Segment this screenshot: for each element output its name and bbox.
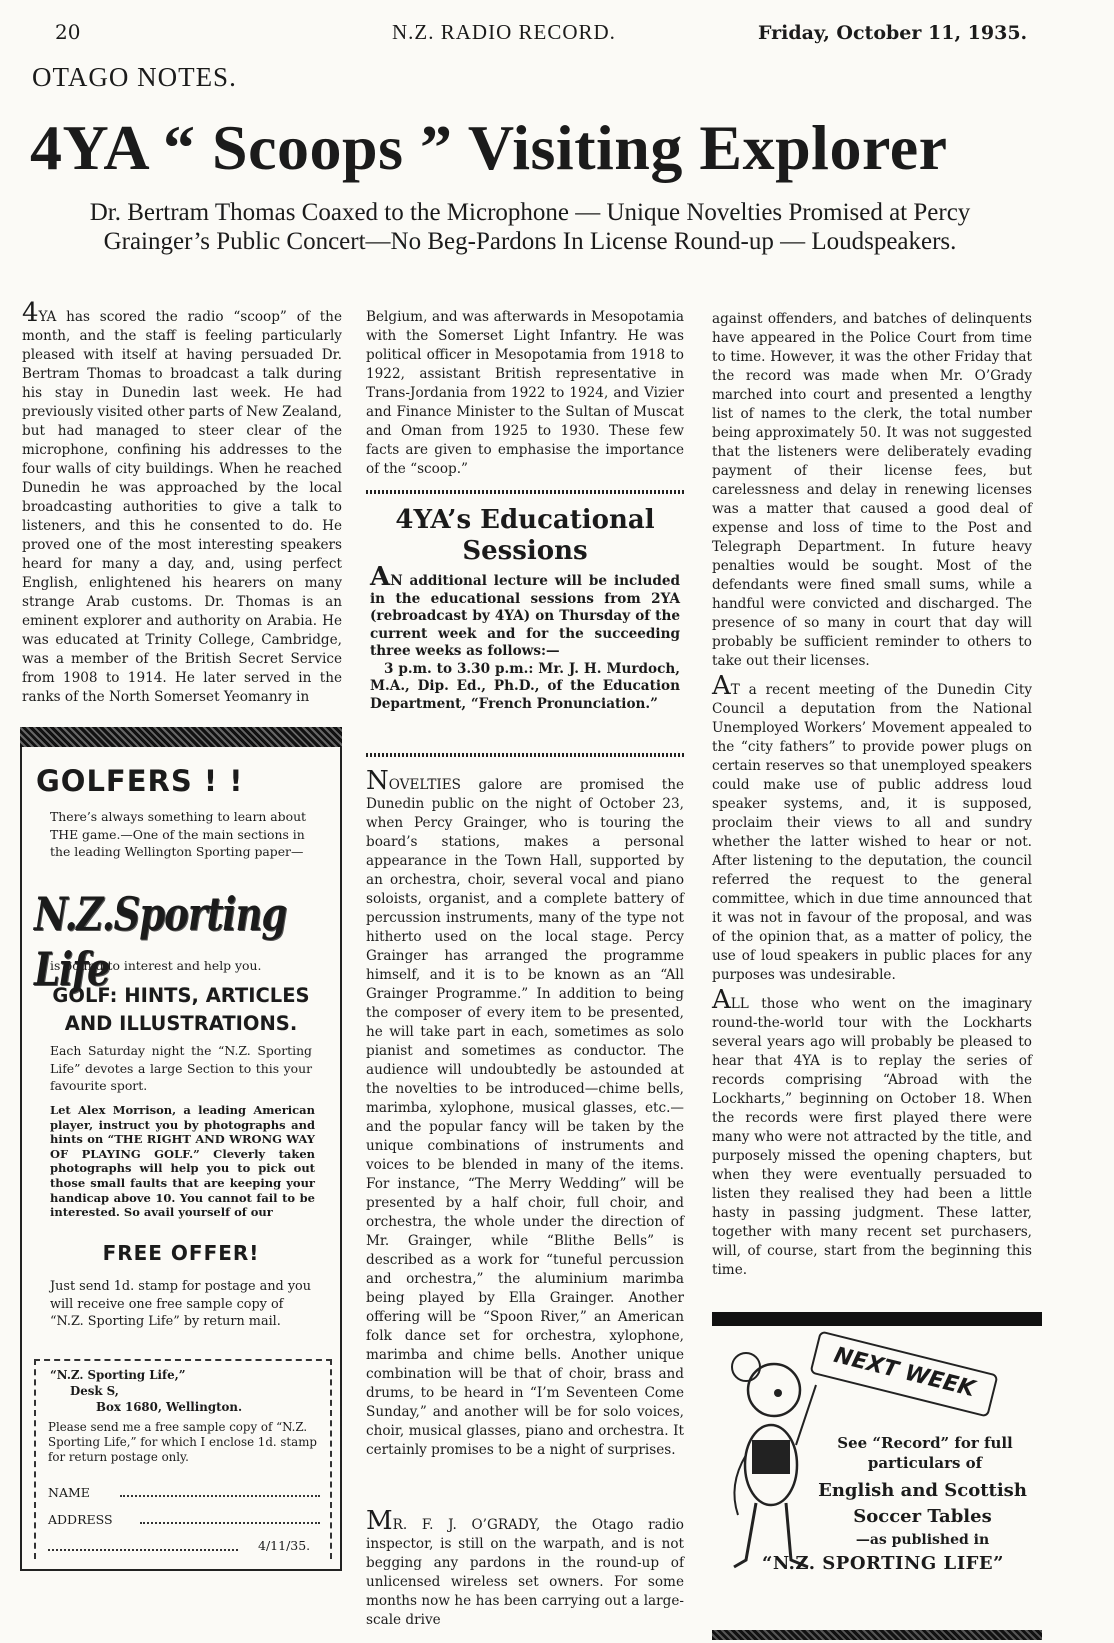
next-week-paper: “N.Z. SPORTING LIFE” [762, 1553, 1004, 1574]
coupon-box: Box 1680, Wellington. [96, 1400, 243, 1414]
ogrady-column [366, 1506, 684, 1630]
coupon-extra-line[interactable] [48, 1549, 238, 1551]
dropcap: 4 [22, 298, 39, 328]
ogrady-paragraph: R. F. J. O’GRADY, the Otago radio inspector, is still on the warpath, and is not begging any pardons in the round-up of unlicensed wireless set owners. For some months now he has been carrying out a large-scale drive [366, 1517, 684, 1628]
golfers-heading: GOLFERS ! ! [36, 764, 244, 798]
column-1-text [22, 298, 343, 707]
novelties-paragraph: OVELTIES galore are promised the Dunedin public on the night of October 23, when Percy Grainger, who is touring the board’s stations, makes a personal appearance in the Town Hall, supported by an orchestra, choir, several vocal and piano soloists, organist, and a complete battery of percussion instruments, many of the type not hitherto used on the local stage. Percy Grainger has arranged the programme himself, and it is to be known as an “All Grainger Programme.” In addition to being the composer of every item to be presented, he will take part in each, sometimes as solo pianist and sometimes as conductor. The audience will undoubtedly be astounded at the novelties to be introduced—chime bells, marimba, xylophone, musical glasses, etc.—and the popular fancy will be taken by the unique combinations of instruments and voices to be blended in many of the items. For instance, “The Merry Wedding” will be presented by a half choir, full choir, and orchestra, the whole under the direction of Mr. Grainger, while “Blithe Bells” is described as a work for “tuneful percussion and orchestra,” the aluminium marimba being played by Ella Grainger. Another offering will be “Spoon River,” an American folk dance set for orchestra, xylophone, marimba and chime bells. Another unique combination will be that of choir, brass and drums, to be heard in “I’m Seventeen Come Sunday,” and another will be for solo voices, choir, musical glasses, piano and orchestra. It certainly promises to be a night of surprises. [366, 777, 684, 1458]
ad-intro: There’s always something to learn about THE game.—One of the main sections in the leading Wellington Sporting paper— [50, 809, 307, 859]
next-week-see: See “Record” for full particulars of [837, 1434, 1013, 1472]
column-3-text [712, 310, 1032, 1280]
column-2-top [366, 308, 684, 479]
coupon-message: Please send me a free sample copy of “N.Z. Sporting Life,” for which I enclose 1d. stamp for return postage only. [48, 1420, 317, 1464]
dropcap: M [366, 1506, 393, 1536]
deck: Dr. Bertram Thomas Coaxed to the Microphone — Unique Novelties Promised at Percy Grainger’s Public Concert—No Beg-Pardons In License Round-up — Loudspeakers. [89, 199, 971, 255]
ad-hatched-band [20, 727, 342, 747]
dotted-rule [366, 753, 684, 757]
next-week-published: —as published in [855, 1532, 990, 1548]
coupon-address-field[interactable] [140, 1522, 320, 1524]
novelties-column [366, 766, 684, 1460]
education-body: N additional lecture will be included in the educational sessions from 2YA (rebroadcast by 4YA) on Thursday of the current week and for the succeeding three weeks as follows:— [370, 573, 680, 659]
issue-date: Friday, October 11, 1935. [758, 22, 1028, 44]
dotted-rule [366, 490, 684, 494]
education-schedule: 3 p.m. to 3.30 p.m.: Mr. J. H. Murdoch, M.A., Dip. Ed., Ph.D., of the Education Department, “French Pronunciation.” [370, 660, 680, 712]
offenders-paragraph: against offenders, and batches of delinquents have appeared in the Police Court from time to time. However, it was the other Friday that the record was made when Mr. O’Grady marched into court and presented a lengthy list of names to the clerk, the total number being approximately 50. It was not suggested that the listeners were deliberately evading payment of their license fees, but carelessness and delay in renewing licenses was a matter that caused a good deal of expense and loss of time to the Post and Telegraph Department. In future heavy penalties would be sought. Most of the defendants were fined small sums, while a handful were convicted and discharged. The presence of so many in court that day will probably be sufficient reminder to others to take out their licenses. [712, 311, 1032, 669]
ad-send-text: Just send 1d. stamp for postage and you will receive one free sample copy of “N.Z. Sporting Life” by return mail. [50, 1279, 311, 1329]
next-week-topic: English and Scottish Soccer Tables [818, 1480, 1027, 1527]
dropcap: A [712, 671, 731, 701]
sporting-life-logo: N.Z.Sporting Life [34, 886, 287, 996]
coupon-date: 4/11/35. [258, 1538, 311, 1553]
section-label: OTAGO NOTES. [32, 62, 237, 92]
lockharts-paragraph: LL those who went on the imaginary round-the-world tour with the Lockharts several years ago will probably be pleased to hear that 4YA is to replay the series of records comprising “Abroad with the Lockharts,” beginning on October 18. When the records were first played there were many who were not attracted by the title, and purposely missed the opening chapters, but when they were eventually persuaded to listen they realised they had been a little hasty in passing judgment. These latter, together with many recent set purchasers, will, of course, start from the beginning this time. [712, 996, 1032, 1278]
coupon-paper-name: “N.Z. Sporting Life,” [50, 1368, 186, 1382]
next-week-bottom-band [712, 1630, 1042, 1640]
ad-alex-text: Let Alex Morrison, a leading American player, instruct you by photographs and hints on “THE RIGHT AND WRONG WAY OF PLAYING GOLF.” Cleverly taken photographs will help you to pick out those small faults that are keeping your handicap above 10. You cannot fail to be interested. So avail yourself of our [50, 1103, 315, 1220]
council-paragraph: T a recent meeting of the Dunedin City Council a deputation from the National Unemployed Workers’ Movement appealed to the “city fathers” to provide power plugs on certain reserves so that unemployed speakers could make use of public address loud speaker systems, and, it is supposed, proclaim their views to all and sundry whether the latter wished to hear or not. After listening to the deputation, the council referred the request to the general committee, which in due time announced that it was not in favour of the proposal, and was of the opinion that, as a matter of policy, the use of loud speakers in public places for any purposes was undesirable. [712, 682, 1032, 983]
coupon-name-label: NAME [48, 1485, 90, 1500]
explorer-paragraph: YA has scored the radio “scoop” of the month, and the staff is feeling particularly pleased with itself at having persuaded Dr. Bertram Thomas to broadcast a talk during his stay in Dunedin last week. He had previously visited other parts of New Zealand, but had managed to steer clear of the microphone, confining his addresses to the four walls of city buildings. When he reached Dunedin he was approached by the local broadcasting authorities to give a talk to listeners, and this he consented to do. He proved one of the most interesting speakers heard for many a day, and, using perfect English, enlightened his hearers on many strange Arab customs. Dr. Thomas is an eminent explorer and authority on Arabia. He was educated at Trinity College, Cambridge, was a member of the British Secret Service from 1908 to 1914. He later served in the ranks of the North Somerset Yeomanry in [22, 309, 343, 705]
page-number: 20 [55, 20, 81, 44]
golf-subheading: GOLF: HINTS, ARTICLES AND ILLUSTRATIONS. [52, 984, 310, 1035]
free-offer-heading: FREE OFFER! [102, 1241, 260, 1265]
dropcap: A [712, 985, 731, 1015]
dropcap: N [366, 766, 389, 796]
education-box [370, 562, 680, 713]
dropcap: A [370, 562, 391, 592]
ad-bound-text: is bound to interest and help you. [50, 958, 262, 973]
explorer-continued: Belgium, and was afterwards in Mesopotamia with the Somerset Light Infantry. He was political officer in Mesopotamia from 1918 to 1922, assistant British representative in Trans-Jordania from 1922 to 1924, and Vizier and Finance Minister to the Sultan of Muscat and Oman from 1925 to 1930. These few facts are given to emphasise the importance of the “scoop.” [366, 309, 684, 477]
education-title: 4YA’s Educational Sessions [395, 505, 655, 566]
coupon-name-field[interactable] [120, 1495, 320, 1497]
next-week-banner: NEXT WEEK [809, 1330, 998, 1417]
headline: 4YA “ Scoops ” Visiting Explorer [30, 112, 948, 183]
coupon-desk: Desk S, [70, 1384, 119, 1398]
publication-title: N.Z. RADIO RECORD. [392, 20, 616, 44]
next-week-top-band [712, 1312, 1042, 1326]
ad-saturday-text: Each Saturday night the “N.Z. Sporting Life” devotes a large Section to this your favourite sport. [50, 1043, 312, 1093]
coupon-address-label: ADDRESS [48, 1512, 113, 1527]
